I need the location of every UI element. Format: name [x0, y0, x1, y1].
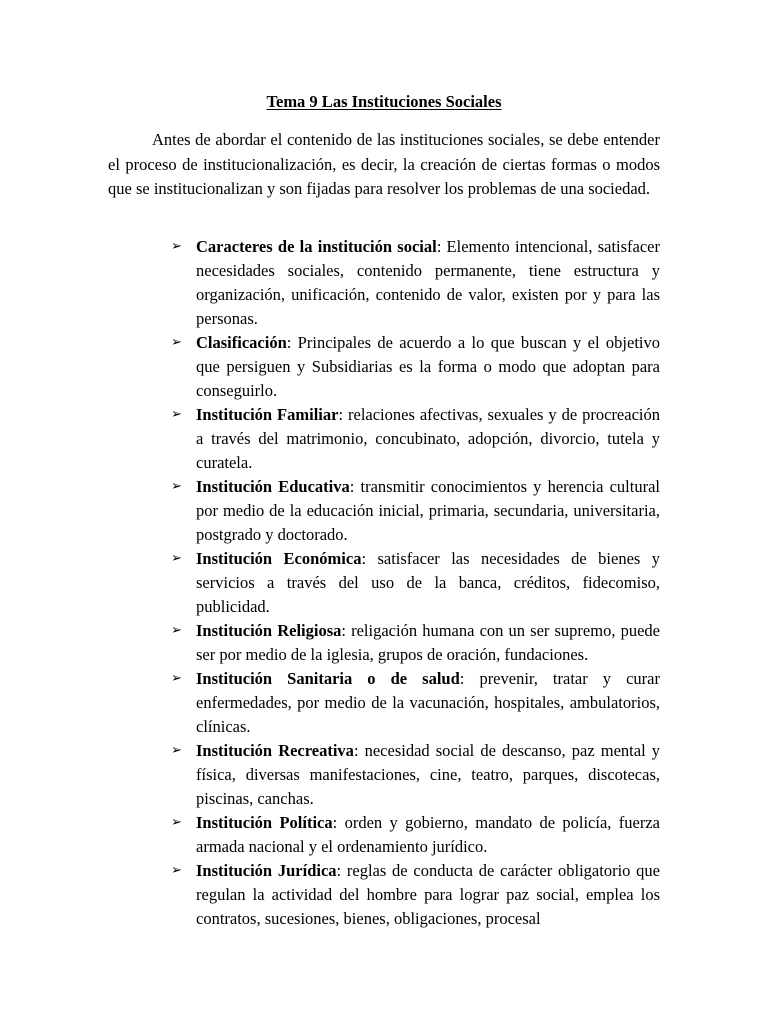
list-item [171, 403, 660, 475]
list-item [171, 235, 660, 331]
item-description: : Elemento intencional, satisfacer necesidades sociales, contenido permanente, tiene estructura y organización, unificación, contenido de valor, existen por y para las personas. [196, 237, 660, 328]
item-term: Clasificación [196, 333, 287, 352]
item-description: : religación humana con un ser supremo, puede ser por medio de la iglesia, grupos de oración, fundaciones. [196, 621, 660, 664]
item-term: Institución Sanitaria o de salud [196, 669, 460, 688]
item-term: Institución Religiosa [196, 621, 342, 640]
item-term: Institución Política [196, 813, 333, 832]
arrow-bullet-icon: ➢ [171, 335, 182, 350]
item-description: : Principales de acuerdo a lo que buscan y el objetivo que persiguen y Subsidiarias es la forma o modo que adoptan para conseguirlo. [196, 333, 660, 400]
document-title: Tema 9 Las Instituciones Sociales [266, 92, 502, 111]
arrow-bullet-icon: ➢ [171, 863, 182, 878]
arrow-bullet-icon: ➢ [171, 815, 182, 830]
arrow-bullet-icon: ➢ [171, 623, 182, 638]
arrow-bullet-icon: ➢ [171, 479, 182, 494]
item-term: Caracteres de la institución social [196, 237, 437, 256]
item-term: Institución Familiar [196, 405, 339, 424]
item-term: Institución Jurídica [196, 861, 337, 880]
list-item [171, 859, 660, 931]
list-item [171, 811, 660, 859]
list-item [171, 547, 660, 619]
list-item [171, 667, 660, 739]
item-term: Institución Recreativa [196, 741, 354, 760]
list-item [171, 331, 660, 403]
intro-paragraph: Antes de abordar el contenido de las instituciones sociales, se debe entender el proceso de institucionalización, es decir, la creación de ciertas formas o modos que se institucionalizan y son fijadas para resolver los problemas de una sociedad. [108, 130, 660, 198]
list-item [171, 739, 660, 811]
item-description: : prevenir, tratar y curar enfermedades, por medio de la vacunación, hospitales, ambulatorios, clínicas. [196, 669, 660, 736]
item-term: Institución Educativa [196, 477, 350, 496]
item-description: : transmitir conocimientos y herencia cultural por medio de la educación inicial, primaria, secundaria, universitaria, postgrado y doctorado. [196, 477, 660, 544]
arrow-bullet-icon: ➢ [171, 671, 182, 686]
item-description: : orden y gobierno, mandato de policía, fuerza armada nacional y el ordenamiento jurídico. [196, 813, 660, 856]
arrow-bullet-icon: ➢ [171, 239, 182, 254]
item-description: : relaciones afectivas, sexuales y de procreación a través del matrimonio, concubinato, adopción, divorcio, tutela y curatela. [196, 405, 660, 472]
arrow-bullet-icon: ➢ [171, 743, 182, 758]
arrow-bullet-icon: ➢ [171, 407, 182, 422]
item-description: : reglas de conducta de carácter obligatorio que regulan la actividad del hombre para lograr paz social, emplea los contratos, sucesiones, bienes, obligaciones, procesal [196, 861, 660, 928]
list-item [171, 475, 660, 547]
arrow-bullet-icon: ➢ [171, 551, 182, 566]
item-description: : satisfacer las necesidades de bienes y servicios a través del uso de la banca, créditos, fidecomiso, publicidad. [196, 549, 661, 616]
institution-list [171, 235, 660, 931]
item-term: Institución Económica [196, 549, 362, 568]
list-item [171, 619, 660, 667]
item-description: : necesidad social de descanso, paz mental y física, diversas manifestaciones, cine, teatro, parques, discotecas, piscinas, canchas. [196, 741, 660, 808]
